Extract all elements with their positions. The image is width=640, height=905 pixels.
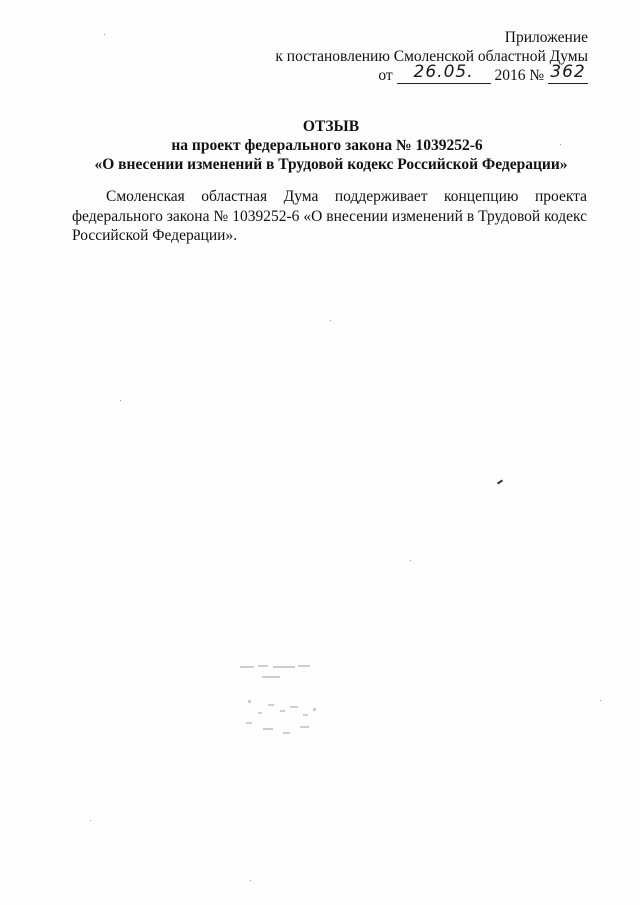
pen-mark: [497, 479, 503, 484]
title-law-name: «О внесении изменений в Трудовой кодекс Российской Федерации»: [94, 156, 568, 173]
appendix-header: [168, 28, 588, 85]
body-paragraph: Смоленская областная Дума поддерживает концепцию проекта федерального закона № 1039252-6 «О внесении изменений в Трудовой кодекс Российской Федерации».: [72, 188, 587, 244]
handwritten-date: 26.05.: [413, 62, 474, 82]
handwritten-number: 362: [550, 62, 586, 82]
appendix-label: Приложение: [504, 29, 588, 46]
number-fill-line: [548, 62, 588, 84]
date-fill-line: [397, 62, 491, 84]
title-subtitle: на проект федерального закона № 1039252-6: [171, 137, 483, 154]
appendix-reference: к постановлению Смоленской областной Думы: [275, 48, 588, 65]
appendix-dateline: [168, 62, 588, 85]
date-prefix: от: [378, 67, 393, 84]
title-heading: ОТЗЫВ: [302, 118, 360, 135]
faint-stamp-imprint: [228, 660, 338, 750]
document-title: [0, 117, 640, 174]
year-and-number-label: 2016 №: [494, 67, 545, 84]
